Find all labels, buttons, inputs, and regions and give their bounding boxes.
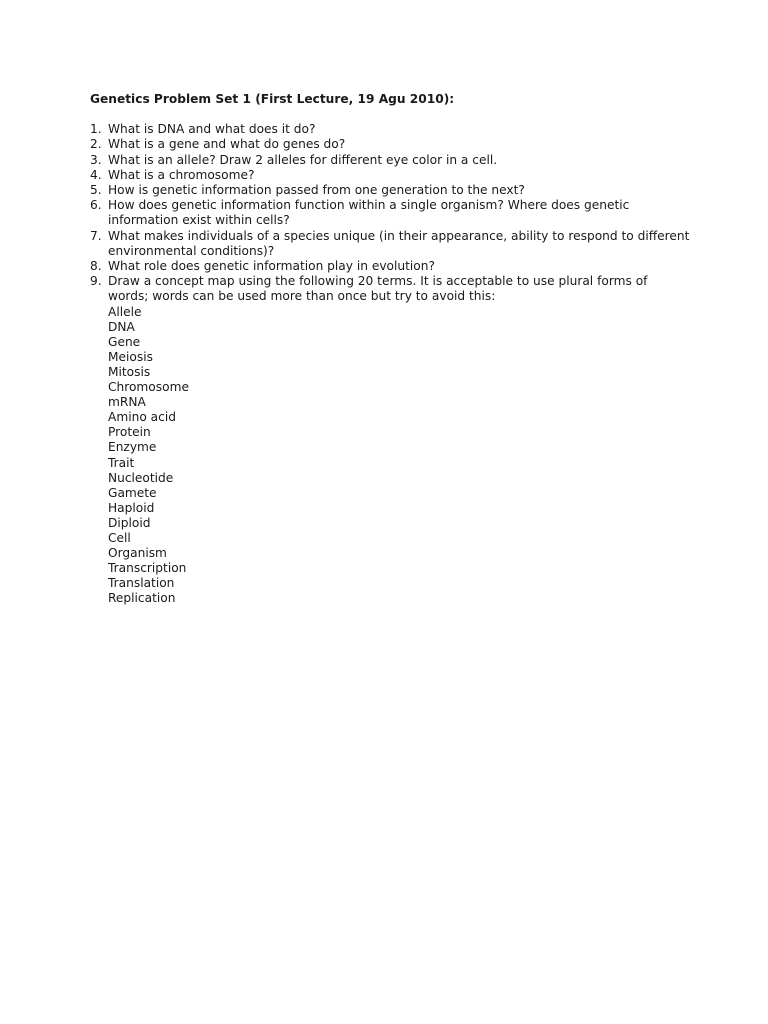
question-number: 2. xyxy=(90,137,102,152)
question-item xyxy=(90,137,690,152)
document-title: Genetics Problem Set 1 (First Lecture, 19 Agu 2010): xyxy=(90,92,455,106)
term-item: Replication xyxy=(108,591,176,606)
question-list xyxy=(90,122,690,606)
question-item xyxy=(90,229,690,259)
question-text: What is a gene and what do genes do? xyxy=(108,137,346,152)
document-content xyxy=(90,92,690,607)
question-item xyxy=(90,259,690,274)
term-item: DNA xyxy=(108,319,135,334)
question-number: 4. xyxy=(90,167,102,182)
term-item: Translation xyxy=(108,576,175,591)
term-item: Cell xyxy=(108,531,131,546)
term-item: Diploid xyxy=(108,515,151,530)
question-number: 5. xyxy=(90,183,102,198)
question-item xyxy=(90,198,690,228)
term-item: Meiosis xyxy=(108,349,153,364)
term-item: Enzyme xyxy=(108,440,157,455)
term-item: Gene xyxy=(108,334,141,349)
term-list xyxy=(108,305,690,607)
question-text: How does genetic information function within a single organism? Where does genetic information exist within cells? xyxy=(108,198,630,228)
term-item: Gamete xyxy=(108,485,157,500)
term-item: Nucleotide xyxy=(108,470,174,485)
question-number: 9. xyxy=(90,274,102,289)
question-number: 8. xyxy=(90,259,102,274)
term-item: Allele xyxy=(108,304,142,319)
term-item: Mitosis xyxy=(108,365,151,380)
term-item: Protein xyxy=(108,425,151,440)
question-number: 7. xyxy=(90,228,102,243)
question-item xyxy=(90,183,690,198)
question-text: Draw a concept map using the following 20 terms. It is acceptable to use plural forms of words; words can be used more than once but try to avoid this: xyxy=(108,274,648,304)
term-item: Chromosome xyxy=(108,380,189,395)
question-text: What makes individuals of a species unique (in their appearance, ability to respond to different environmental conditions)? xyxy=(108,228,690,258)
term-item: Amino acid xyxy=(108,410,176,425)
question-text: What is a chromosome? xyxy=(108,167,255,182)
question-text: How is genetic information passed from one generation to the next? xyxy=(108,183,525,198)
question-number: 1. xyxy=(90,122,102,137)
question-text: What role does genetic information play in evolution? xyxy=(108,259,435,274)
question-number: 6. xyxy=(90,198,102,213)
question-item xyxy=(90,168,690,183)
term-item: Haploid xyxy=(108,500,155,515)
term-item: Organism xyxy=(108,546,167,561)
question-item xyxy=(90,122,690,137)
term-item: mRNA xyxy=(108,395,146,410)
question-text: What is an allele? Draw 2 alleles for different eye color in a cell. xyxy=(108,152,498,167)
question-text: What is DNA and what does it do? xyxy=(108,122,316,137)
term-item: Trait xyxy=(108,455,135,470)
question-number: 3. xyxy=(90,152,102,167)
question-item xyxy=(90,274,690,606)
term-item: Transcription xyxy=(108,561,187,576)
question-item xyxy=(90,153,690,168)
